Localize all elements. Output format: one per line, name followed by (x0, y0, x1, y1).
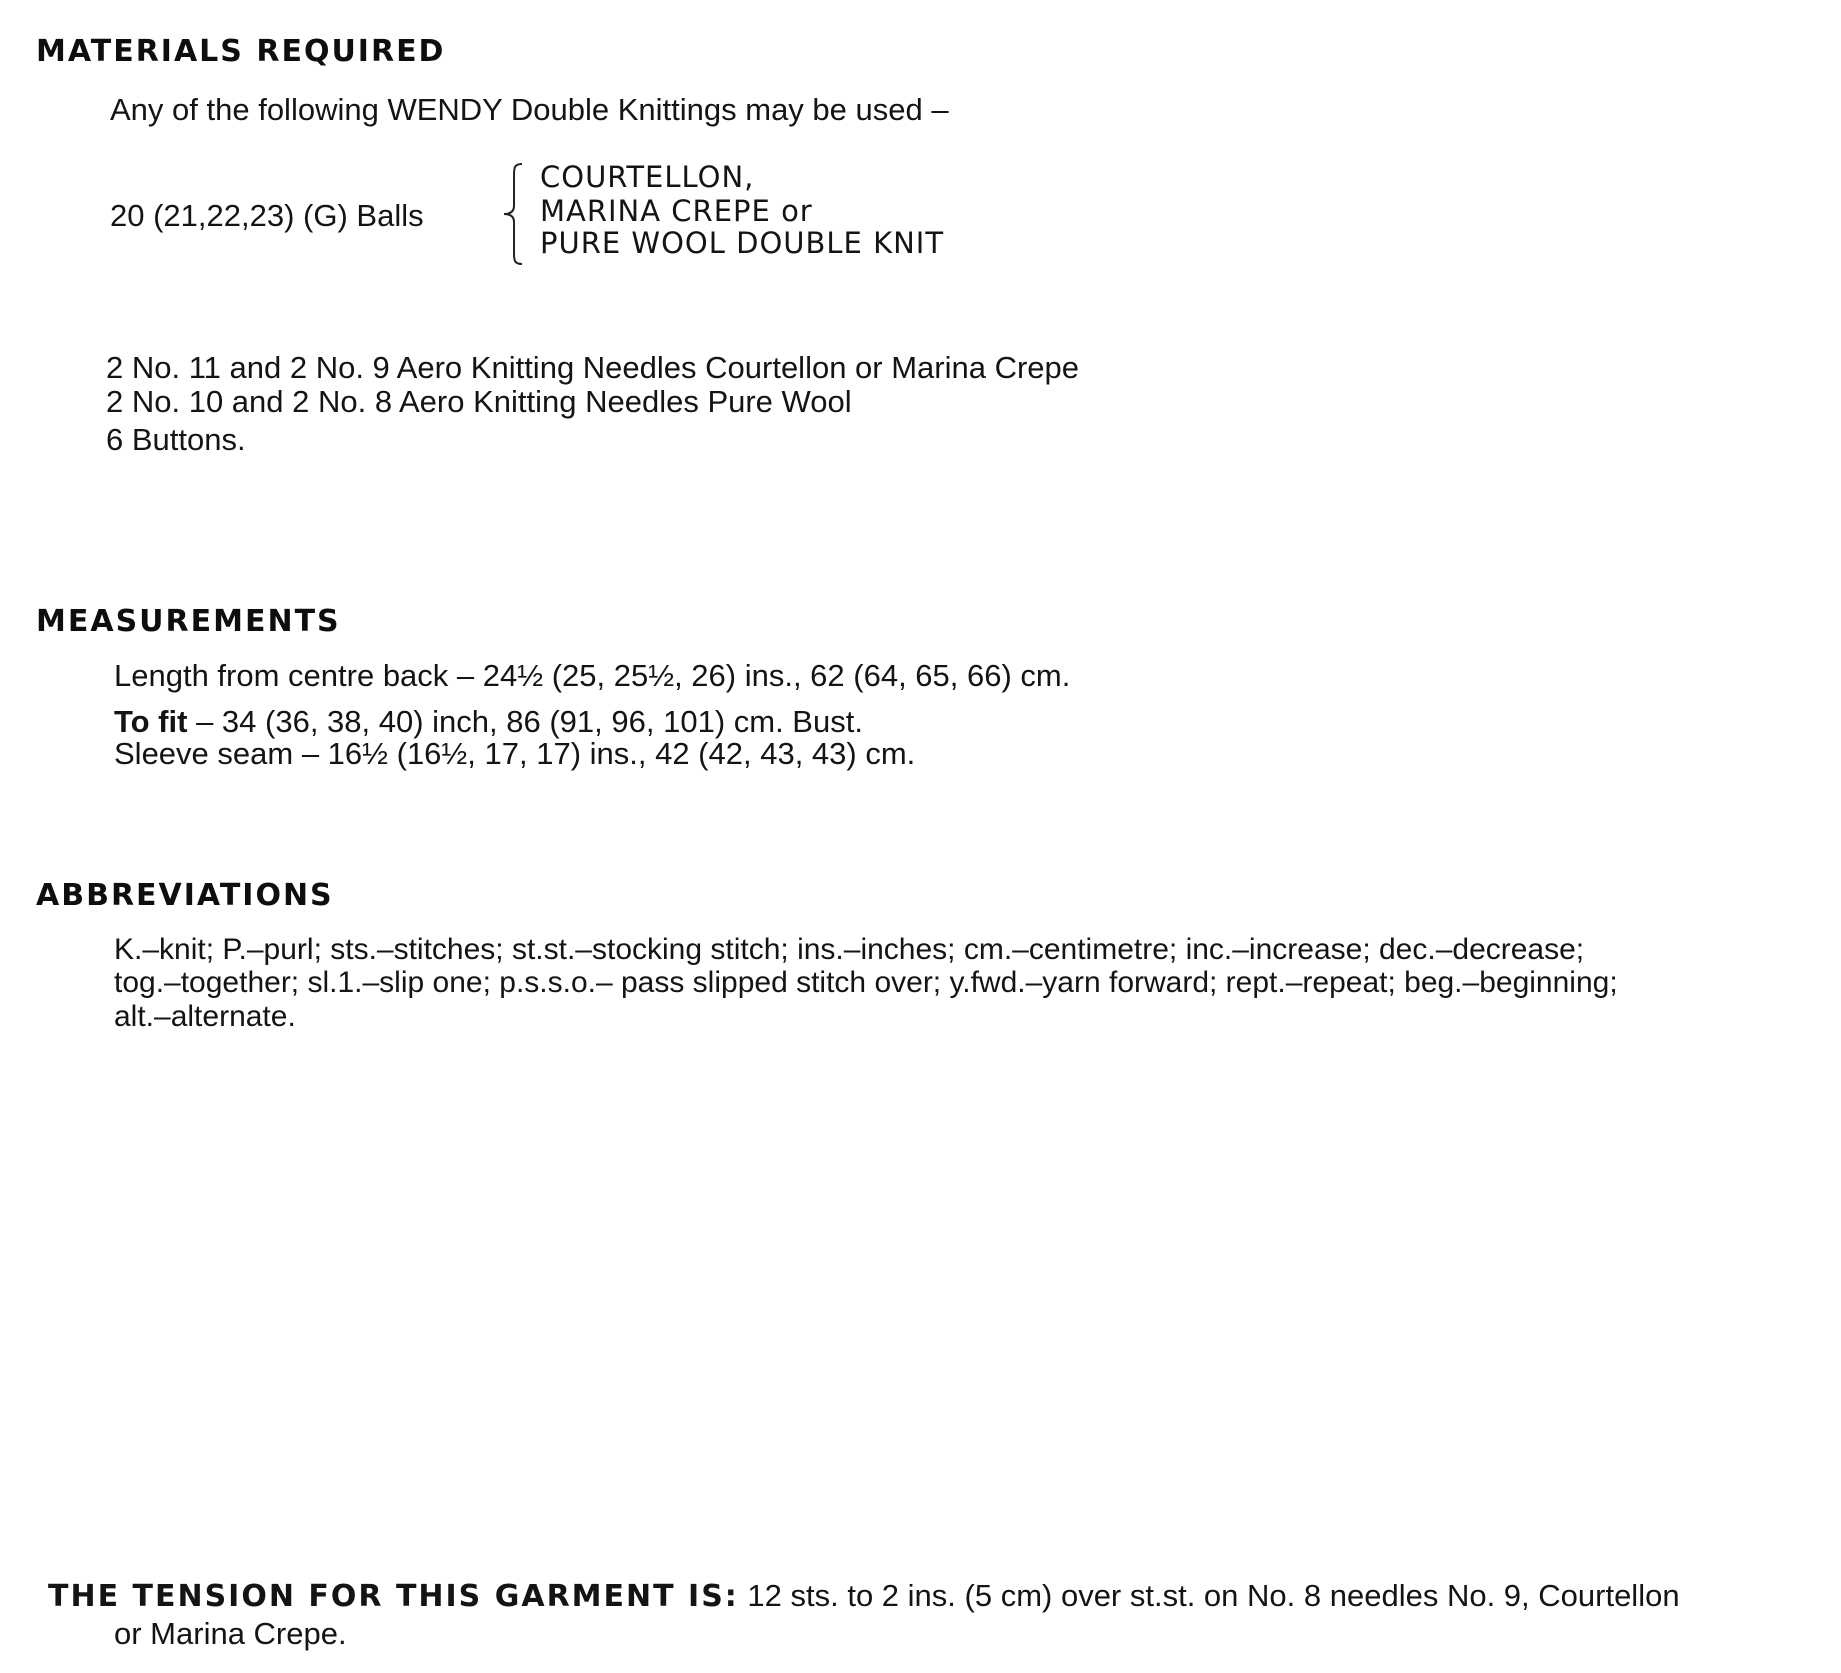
measurements-heading: MEASUREMENTS (36, 604, 341, 639)
abbreviations-heading: ABBREVIATIONS (36, 878, 334, 913)
tension-statement (48, 1578, 1680, 1614)
tension-label: THE TENSION FOR THIS GARMENT IS: (48, 1579, 739, 1614)
to-fit-label: To fit (114, 704, 188, 739)
abbreviations-line: tog.–together; sl.1.–slip one; p.s.s.o.– pass slipped stitch over; y.fwd.–yarn forward; rept.–repeat; beg.–beginning; (114, 966, 1618, 999)
buttons-line: 6 Buttons. (106, 422, 246, 457)
yarn-option: COURTELLON, (540, 160, 755, 194)
length-measurement: Length from centre back – 24½ (25, 25½, 26) ins., 62 (64, 65, 66) cm. (114, 658, 1071, 693)
sleeve-measurement: Sleeve seam – 16½ (16½, 17, 17) ins., 42 (42, 43, 43) cm. (114, 736, 916, 771)
to-fit-measurement (114, 704, 863, 740)
yarn-option: PURE WOOL DOUBLE KNIT (540, 226, 945, 260)
tension-continuation: or Marina Crepe. (114, 1616, 347, 1651)
tension-value: 12 sts. to 2 ins. (5 cm) over st.st. on No. 8 needles No. 9, Courtellon (738, 1578, 1680, 1613)
needles-line: 2 No. 10 and 2 No. 8 Aero Knitting Needles Pure Wool (106, 384, 852, 419)
materials-intro: Any of the following WENDY Double Knittings may be used – (110, 92, 949, 127)
abbreviations-line: alt.–alternate. (114, 1000, 296, 1033)
balls-quantity: 20 (21,22,23) (G) Balls (110, 198, 424, 233)
materials-heading: MATERIALS REQUIRED (36, 34, 446, 69)
abbreviations-line: K.–knit; P.–purl; sts.–stitches; st.st.–stocking stitch; ins.–inches; cm.–centimetre; inc.–increase; dec.–decrease; (114, 933, 1585, 966)
curly-brace-icon (502, 162, 524, 266)
to-fit-value: – 34 (36, 38, 40) inch, 86 (91, 96, 101) cm. Bust. (187, 704, 863, 739)
needles-line: 2 No. 11 and 2 No. 9 Aero Knitting Needles Courtellon or Marina Crepe (106, 350, 1080, 385)
yarn-option: MARINA CREPE or (540, 194, 813, 228)
